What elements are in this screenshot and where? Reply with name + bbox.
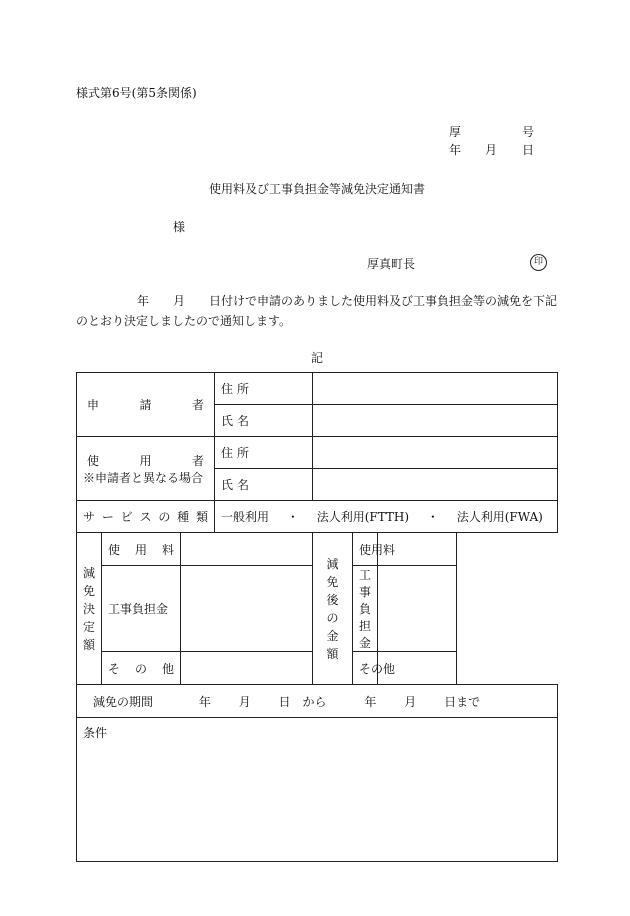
decided-fee-label: 使 用 料 [102,533,181,566]
user-note: ※申請者と異なる場合 [83,470,204,485]
after-other-label: そ の 他 [353,652,378,685]
ki-mark: 記 [311,351,324,365]
exemption-period-row[interactable]: 減免の期間 年 月 日 から 年 月 日まで [77,685,558,718]
body-month: 月 [173,294,186,308]
user-address-label: 住 所 [215,437,313,469]
applicant-label: 申 請 者 [77,373,215,437]
applicant-name-field[interactable] [313,405,558,437]
applicant-address-field[interactable] [313,373,558,405]
conditions-label: 条件 [83,726,108,740]
doc-number-suffix: 号 [522,125,535,139]
user-name-label: 氏 名 [215,469,313,501]
user-address-field[interactable] [313,437,558,469]
date-day: 日 [522,143,535,157]
decided-other-field[interactable] [181,652,313,685]
service-type-label: サ ー ビ ス の 種 類 [77,501,215,533]
after-exemption-label: 減 免 後 の 金 額 [313,533,353,685]
doc-number-prefix: 厚 [449,125,462,139]
body-line2: のとおり決定しましたので通知します。 [76,314,292,328]
service-option-ftth[interactable]: 法人利用(FTTH) [316,510,410,524]
form-number: 様式第6号(第5条関係) [76,86,197,100]
exemption-form-table [76,372,558,862]
addressee-suffix: 様 [173,220,186,234]
issuer: 厚真町長 [367,257,416,271]
service-type-options[interactable]: 一般利用 ・ 法人利用(FTTH) ・ 法人利用(FWA) [215,501,558,533]
after-construction-label: 工事負担金 [353,566,378,652]
conditions-field[interactable] [77,718,558,862]
user-label: 使 用 者 ※申請者と異なる場合 [77,437,215,501]
service-option-fwa[interactable]: 法人利用(FWA) [456,510,543,524]
exemption-decided-label: 減 免 決 定 額 [77,533,102,685]
after-fee-label: 使 用 料 [353,533,378,566]
document-title: 使用料及び工事負担金等減免決定通知書 [209,182,426,196]
decided-fee-field[interactable] [181,533,313,566]
date-month: 月 [485,143,498,157]
after-construction-field[interactable] [378,566,457,652]
decided-construction-label: 工事負担金 [102,566,181,652]
decided-other-label: そ の 他 [102,652,181,685]
seal-icon: 印 [530,254,547,271]
service-option-general[interactable]: 一般利用 [221,510,270,524]
date-year: 年 [449,143,462,157]
body-year: 年 [137,294,150,308]
body-line1: 日付けで申請のありました使用料及び工事負担金等の減免を下記 [209,294,558,308]
user-name-field[interactable] [313,469,558,501]
period-label: 減免の期間 [93,694,154,709]
applicant-address-label: 住 所 [215,373,313,405]
applicant-name-label: 氏 名 [215,405,313,437]
decided-construction-field[interactable] [181,566,313,652]
